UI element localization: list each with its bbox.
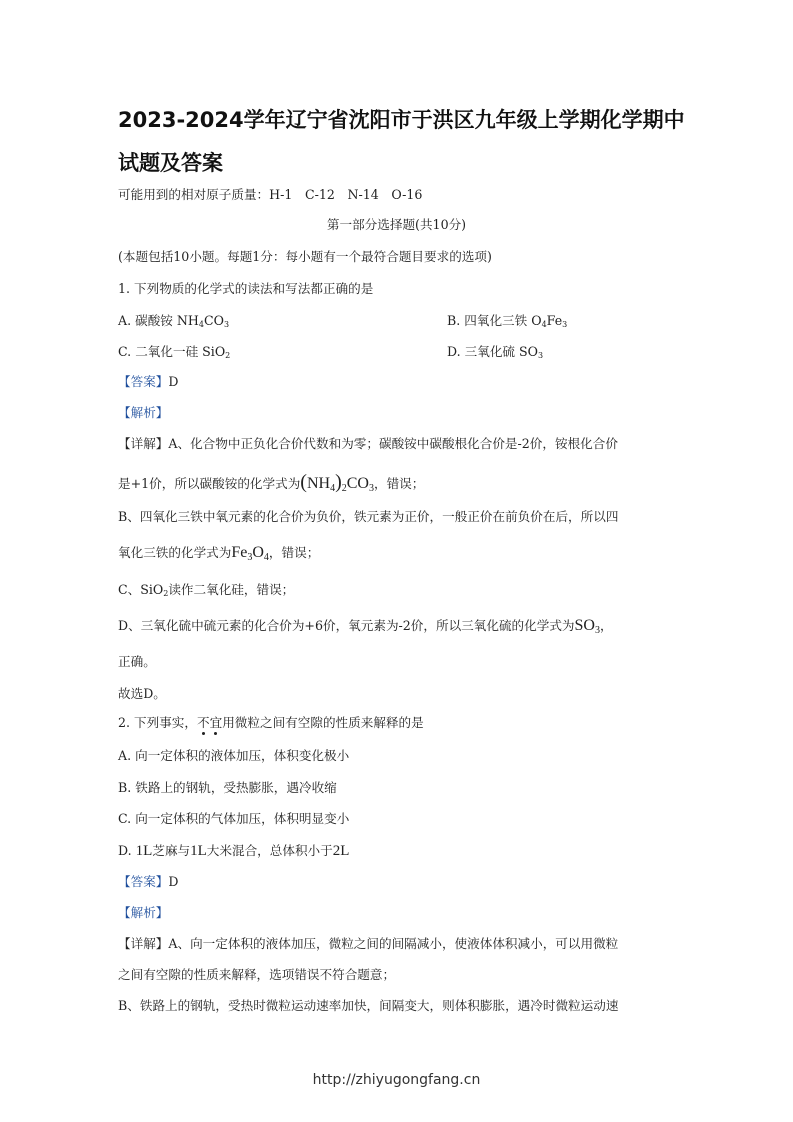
q1-detail-b2-pre: 氧化三铁的化学式为: [118, 545, 232, 560]
q1-detail-d1: [118, 618, 613, 634]
q2-option-d-mid1: 芝麻与: [152, 843, 191, 858]
q2-stem-pre: 2. 下列事实，: [118, 715, 197, 730]
q2-option-d-mid2: 大米混合，总体积小于: [206, 843, 333, 858]
q1-option-a: [118, 315, 229, 329]
q1-detail-a1: [118, 438, 618, 451]
q1-detail-c-sub: 2: [163, 589, 169, 598]
q1-option-b-sub1: 4: [541, 320, 547, 329]
q1-option-d-text: D. 三氧化硫 SO: [447, 344, 538, 359]
q1-option-a-text: A. 碳酸铵 NH: [118, 313, 199, 328]
q2-answer: [118, 876, 178, 889]
q1-option-c-text: C. 二氧化一硅 SiO: [118, 344, 226, 359]
q1-detail-b2-post: ，错误；: [268, 545, 320, 560]
q1-detail-c: [118, 584, 294, 598]
q1-detail-c-post: 读作二氧化硅，错误；: [168, 582, 295, 597]
q2-detail-a1: [118, 938, 618, 951]
section-note: (本题包括10小题。每题1分：每小题有一个最符合题目要求的选项): [118, 249, 492, 264]
q2-answer-value: D: [168, 874, 179, 889]
answer-tag: 【答案】: [118, 874, 169, 889]
q1-option-b-sub2: 3: [562, 320, 568, 329]
q1-detail-a2-pre: 是+1价，所以碳酸铵的化学式为: [118, 476, 301, 491]
q1-answer: [118, 376, 178, 389]
q2-option-d: [118, 844, 349, 859]
q2-stem: [118, 717, 424, 730]
doc-title-line2: 试题及答案: [118, 151, 223, 175]
answer-tag: 【答案】: [118, 374, 169, 389]
ammonium-carbonate-formula: (NH4)2CO3: [300, 471, 374, 494]
q1-detail-b2: [118, 545, 319, 561]
q1-detail-a2-post: ，错误；: [373, 476, 425, 491]
q1-option-a-mid: CO: [203, 313, 224, 328]
q2-option-a: A. 向一定体积的液体加压，体积变化极小: [118, 748, 350, 763]
q2-option-b: B. 铁路上的钢轨，受热膨胀，遇冷收缩: [118, 780, 337, 795]
q2-stem-emphasis-1: 不: [197, 715, 210, 730]
q1-option-d-sub: 3: [538, 351, 544, 360]
q1-detail-a1-text: A、化合物中正负化合价代数和为零；碳酸铵中碳酸根化合价是-2价，铵根化合价: [168, 436, 618, 451]
q2-analysis-tag: 【解析】: [118, 905, 169, 920]
q1-option-b-text: B. 四氧化三铁 O: [447, 313, 542, 328]
q2-option-d-volume-2: 1L: [190, 843, 207, 859]
q2-detail-a2: 之间有空隙的性质来解释，选项错误不符合题意；: [118, 967, 396, 982]
q1-option-b-mid: Fe: [546, 313, 563, 328]
doc-title-line1: 2023-2024学年辽宁省沈阳市于洪区九年级上学期化学期中: [118, 108, 685, 132]
q1-detail-d1-post: ，: [599, 618, 613, 633]
q1-option-c-sub: 2: [225, 351, 231, 360]
q1-detail-a2: [118, 472, 424, 492]
footer-url[interactable]: http://zhiyugongfang.cn: [312, 1072, 481, 1088]
q2-detail-a1-text: A、向一定体积的液体加压，微粒之间的间隔减小，使液体体积减小，可以用微粒: [168, 936, 619, 951]
q1-detail-c-pre: C、SiO: [118, 582, 164, 597]
q2-option-d-volume-3: 2L: [332, 843, 350, 859]
atomic-mass-note: 可能用到的相对原子质量：H-1 C-12 N-14 O-16: [118, 187, 423, 202]
q2-stem-post: 用微粒之间有空隙的性质来解释的是: [222, 715, 424, 730]
q1-option-d: [447, 346, 543, 360]
q1-answer-value: D: [168, 374, 179, 389]
q2-option-c: C. 向一定体积的气体加压，体积明显变小: [118, 811, 350, 826]
q1-detail-d1-pre: D、三氧化硫中硫元素的化合价为+6价，氧元素为-2价，所以三氧化硫的化学式为: [118, 618, 575, 633]
q1-detail-d2: 正确。: [118, 654, 156, 669]
q1-analysis-tag: 【解析】: [118, 405, 169, 420]
q1-option-a-sub2: 3: [223, 320, 230, 329]
q1-option-a-sub1: 4: [198, 320, 204, 329]
q2-detail-b1: B、铁路上的钢轨，受热时微粒运动速率加快，间隔变大，则体积膨胀，遇冷时微粒运动速: [118, 998, 619, 1013]
sulfur-trioxide-formula: SO3: [574, 617, 600, 636]
q2-stem-emphasis-2: 宜: [209, 715, 223, 730]
q1-option-b: [447, 315, 567, 329]
q1-stem: 1. 下列物质的化学式的读法和写法都正确的是: [118, 281, 374, 296]
q2-option-d-pre: D.: [118, 843, 132, 858]
q1-conclusion: 故选D。: [118, 686, 166, 701]
section-heading: 第一部分选择题(共10分): [326, 217, 467, 232]
q2-option-d-volume-1: 1L: [135, 843, 153, 859]
q1-option-c: [118, 346, 230, 360]
detail-tag: 【详解】: [118, 936, 169, 951]
q1-detail-b1: B、四氧化三铁中氧元素的化合价为负价，铁元素为正价，一般正价在前负价在后，所以四: [118, 509, 619, 524]
detail-tag: 【详解】: [118, 436, 169, 451]
iron-oxide-formula: Fe3O4: [231, 544, 269, 563]
